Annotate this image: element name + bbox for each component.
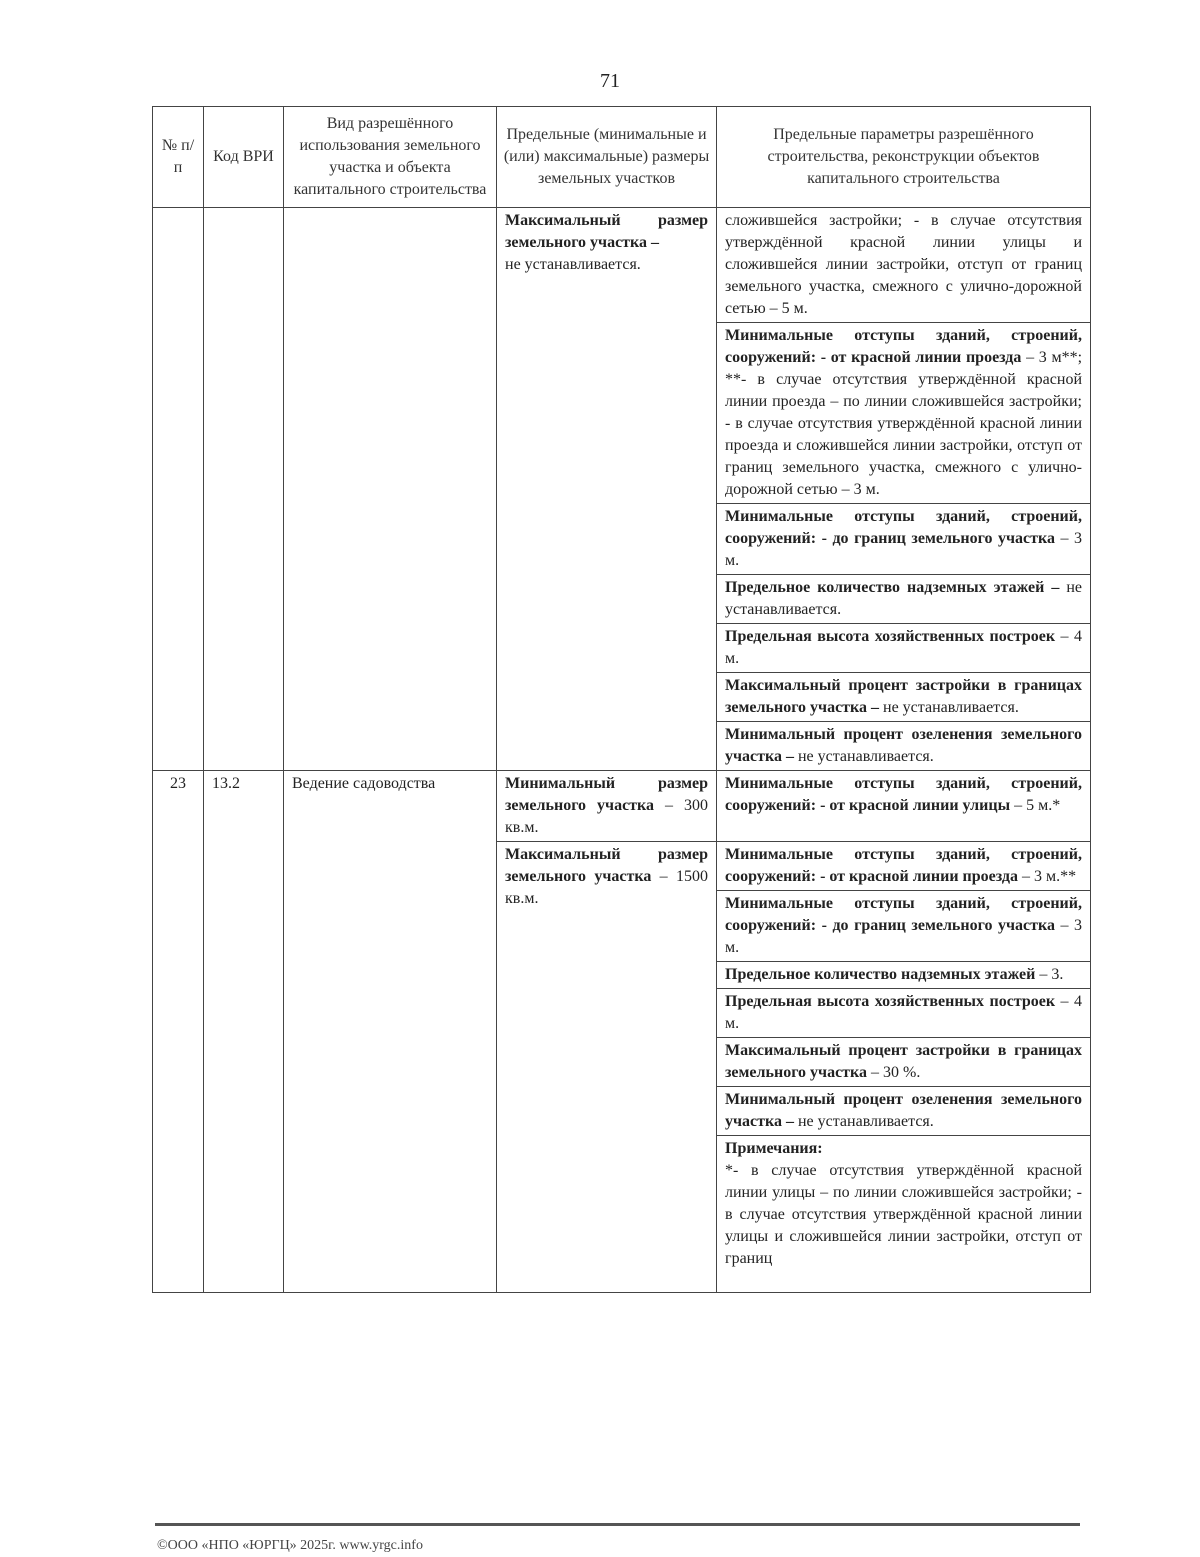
row-num: 23 [153, 771, 204, 1293]
page-number: 71 [600, 70, 620, 92]
param-cell [717, 722, 1091, 771]
table-row [153, 771, 1091, 842]
param-title: Минимальные отступы зданий, строений, сооружений: [725, 775, 1082, 814]
param-text: – 3. [1035, 966, 1064, 983]
param-text: не устанавливается. [793, 748, 934, 765]
param-text: – 3 м. [725, 917, 1083, 956]
param-title: Минимальные отступы зданий, строений, сооружений: [725, 846, 1082, 885]
param-title: Минимальный процент озеленения земельного участка – [725, 726, 1082, 765]
regulations-table [152, 106, 1091, 1293]
row-code: 13.2 [204, 771, 284, 1293]
header-num: № п/п [153, 107, 204, 208]
header-code: Код ВРИ [204, 107, 284, 208]
row-use: Ведение садоводства [284, 771, 497, 1293]
param-cell [717, 1087, 1091, 1136]
cont-use-cell [284, 208, 497, 771]
param-cell [717, 208, 1091, 323]
param-subtitle: - до границ земельного участка [821, 917, 1055, 934]
min-size-title: Минимальный размер земельного участка [505, 775, 708, 814]
param-cell [717, 323, 1091, 504]
param-text: – 5 м.* [1010, 797, 1061, 814]
max-size-cell [497, 842, 717, 1293]
param-text: сложившейся застройки; - в случае отсутствия утверждённой красной линии улицы и сложившейся линии застройки, отступ от границ земельного участка, смежного с улично-дорожной сетью – 5 м. [725, 212, 1082, 317]
max-size-title: Максимальный размер земельного участка – [505, 212, 708, 251]
param-cell [717, 989, 1091, 1038]
param-cell [717, 504, 1091, 575]
param-text: – 30 %. [867, 1064, 921, 1081]
param-subtitle: - от красной линии проезда [820, 868, 1018, 885]
table-row [153, 208, 1091, 323]
param-text: не устанавливается. [793, 1113, 934, 1130]
param-cell [717, 962, 1091, 989]
footer-divider [155, 1523, 1080, 1526]
param-title: Предельная высота хозяйственных построек [725, 628, 1056, 645]
param-title: Минимальные отступы зданий, строений, сооружений: [725, 327, 1082, 366]
max-size-title: Максимальный размер земельного участка [505, 846, 708, 885]
param-cell [717, 575, 1091, 624]
param-text: – 3 м**; **- в случае отсутствия утверждённой красной линии проезда – по линии сложившейся застройки; - в случае отсутствия утверждённой красной линии проезда и сложившейся линии застройки, отступ от границ земельного участка, смежного с улично-дорожной сетью – 3 м. [725, 349, 1083, 498]
param-cell [717, 891, 1091, 962]
min-size-value: – 300 кв.м. [505, 797, 709, 836]
param-title: Предельное количество надземных этажей [725, 966, 1036, 983]
param-text: – 4 м. [725, 993, 1082, 1032]
cont-num-cell [153, 208, 204, 771]
param-subtitle: - до границ земельного участка [821, 530, 1055, 547]
param-title: Минимальные отступы зданий, строений, сооружений: [725, 508, 1082, 547]
header-sizes: Предельные (минимальные и (или) максимальные) размеры земельных участков [497, 107, 717, 208]
table-header-row [153, 107, 1091, 208]
param-title: Предельное количество надземных этажей – [725, 579, 1060, 596]
min-size-cell [497, 771, 717, 842]
param-text: не устанавливается. [725, 579, 1082, 618]
param-cell [717, 771, 1091, 842]
param-cell [717, 842, 1091, 891]
param-title: Максимальный процент застройки в границах земельного участка [725, 1042, 1082, 1081]
param-text: – 3 м. [725, 530, 1083, 569]
notes-title: Примечания: [725, 1140, 823, 1157]
param-subtitle: - от красной линии улицы [820, 797, 1011, 814]
footer-copyright: ©ООО «НПО «ЮРГЦ» 2025г. www.yrgc.info [157, 1538, 423, 1553]
param-title: Максимальный процент застройки в границах земельного участка – [725, 677, 1082, 716]
header-params: Предельные параметры разрешённого строительства, реконструкции объектов капитального строительства [717, 107, 1091, 208]
param-title: Минимальный процент озеленения земельного участка – [725, 1091, 1082, 1130]
max-size-value: не устанавливается. [505, 256, 641, 273]
param-cell [717, 1038, 1091, 1087]
max-size-value: – 1500 кв.м. [505, 868, 708, 907]
param-text: – 3 м.** [1018, 868, 1077, 885]
notes-cell [717, 1136, 1091, 1293]
param-cell [717, 624, 1091, 673]
cont-code-cell [204, 208, 284, 771]
param-text: не устанавливается. [879, 699, 1019, 716]
param-cell [717, 673, 1091, 722]
param-subtitle: - от красной линии проезда [820, 349, 1022, 366]
param-title: Предельная высота хозяйственных построек [725, 993, 1056, 1010]
cont-size-cell [497, 208, 717, 771]
param-text: – 4 м. [725, 628, 1082, 667]
notes-text: *- в случае отсутствия утверждённой красной линии улицы – по линии сложившейся застройки; - в случае отсутствия утверждённой красной линии улицы и сложившейся линии застройки, отступ от границ [725, 1162, 1082, 1267]
param-title: Минимальные отступы зданий, строений, сооружений: [725, 895, 1082, 934]
header-use: Вид разрешённого использования земельного участка и объекта капитального строительства [284, 107, 497, 208]
